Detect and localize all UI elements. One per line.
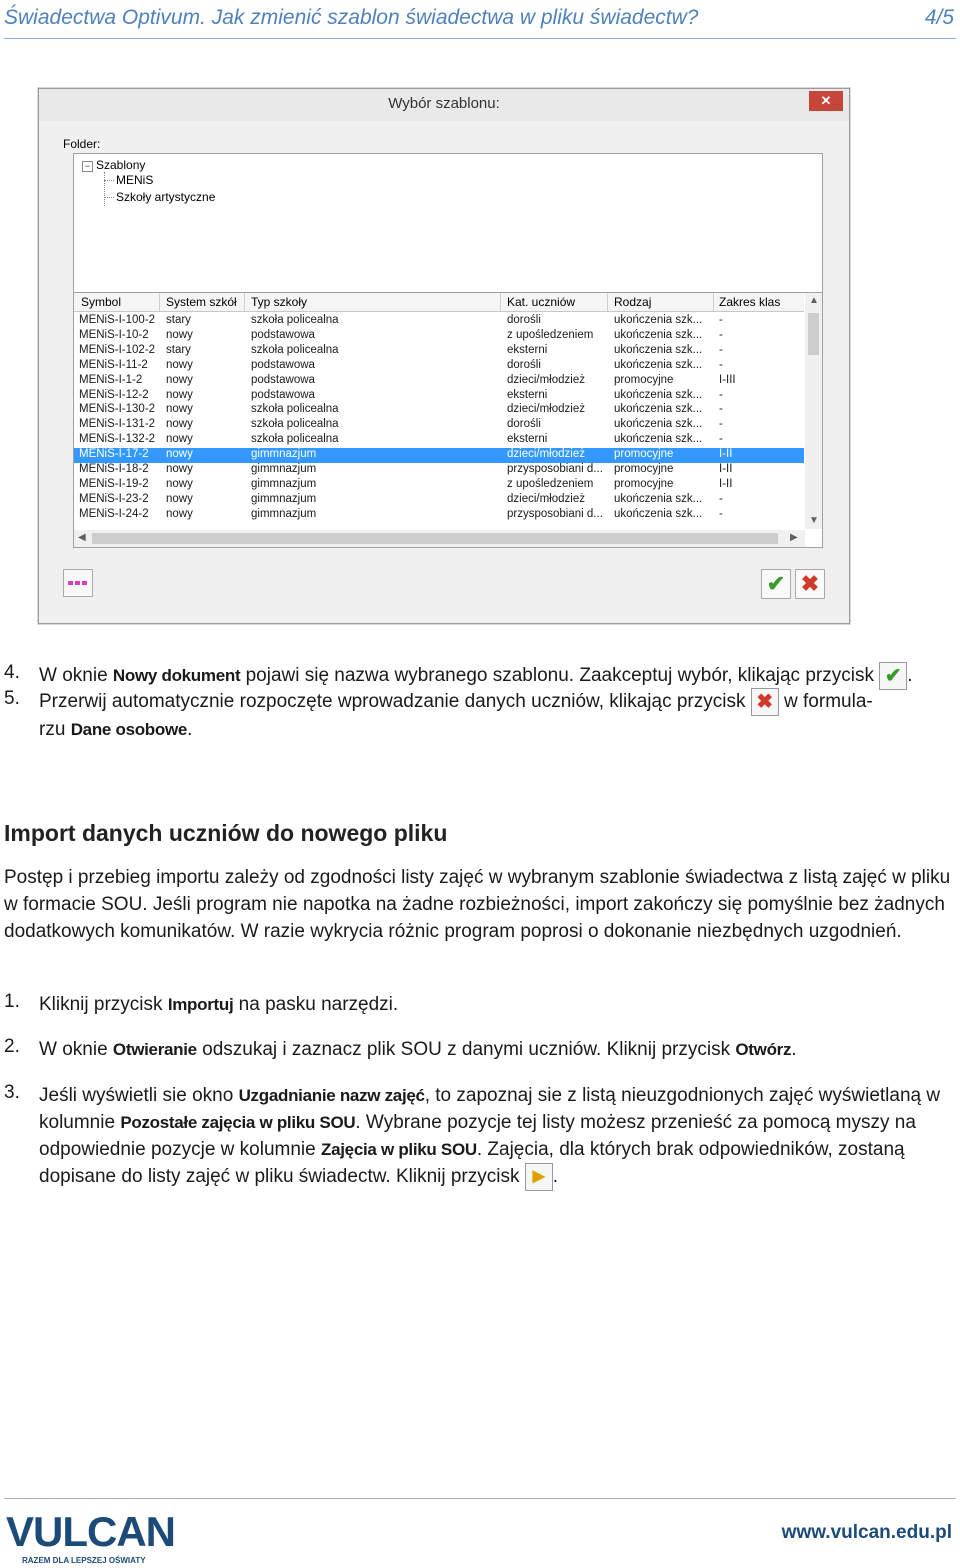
table-cell: MENiS-I-12-2 xyxy=(79,388,149,401)
table-cell: ukończenia szk... xyxy=(614,343,703,356)
table-cell: podstawowa xyxy=(251,328,315,341)
table-cell: dzieci/młodzież xyxy=(507,492,585,505)
step-number: 5. xyxy=(4,688,20,709)
table-cell: ukończenia szk... xyxy=(614,388,703,401)
table-row[interactable] xyxy=(74,389,804,404)
dialog-title: Wybór szablonu: xyxy=(388,95,500,112)
table-cell: ukończenia szk... xyxy=(614,507,703,520)
bold-term: Nowy dokument xyxy=(112,666,241,686)
table-cell: MENiS-I-11-2 xyxy=(79,358,148,371)
table-cell: promocyjne xyxy=(614,448,674,461)
table-cell: nowy xyxy=(166,418,193,431)
templates-table[interactable] xyxy=(73,292,823,548)
table-cell: ukończenia szk... xyxy=(614,418,703,431)
table-cell: nowy xyxy=(166,358,193,371)
table-cell: nowy xyxy=(166,328,193,341)
step-number: 4. xyxy=(4,662,20,683)
footer-divider xyxy=(4,1498,956,1499)
play-icon: ▶ xyxy=(525,1163,553,1191)
table-cell: - xyxy=(719,314,723,326)
check-icon: ✔ xyxy=(879,662,907,690)
table-cell: MENiS-I-24-2 xyxy=(79,507,149,520)
table-cell: ukończenia szk... xyxy=(614,433,703,446)
table-cell: gimmnazjum xyxy=(251,492,317,505)
bold-term: Uzgadnianie nazw zajęć xyxy=(238,1086,425,1105)
col-symbol[interactable]: Symbol xyxy=(81,295,122,309)
check-icon: ✔ xyxy=(766,571,786,596)
intro-paragraph: Postęp i przebieg importu zależy od zgodności listy zajęć w wybranym szablonie świadectwa z listą zajęć w pliku w formacie SOU. Jeśli program nie napotka na żadne rozbieżności, import zakończy się pomyślnie bez żadnych dodatkowych komunikatów. W razie wykrycia różnic program poprosi o dokonanie niezbędnych uzgodnień. xyxy=(4,867,951,942)
step-4-text: W oknie Nowy dokument pojawi się nazwa wybranego szablonu. Zaakceptuj wybór, klikając przycisk ✔ . xyxy=(39,662,955,690)
table-cell: stary xyxy=(166,314,191,326)
table-cell: dzieci/młodzież xyxy=(507,448,585,461)
table-cell: - xyxy=(719,328,723,341)
col-kind[interactable]: Rodzaj xyxy=(614,295,652,309)
table-cell: - xyxy=(719,358,723,371)
table-cell: I-II xyxy=(719,477,733,490)
table-cell: eksterni xyxy=(507,388,548,401)
table-cell: promocyjne xyxy=(614,373,674,386)
table-cell: przysposobiani d... xyxy=(507,463,603,475)
table-cell: szkoła policealna xyxy=(251,343,339,356)
step-3-text: Jeśli wyświetli sie okno Uzgadnianie nazw zajęć, to zapoznaj sie z listą nieuzgodnionych zajęć wyświetlaną w kolumnie Pozostałe zajęcia w pliku SOU. Wybrane pozycje tej listy możesz przenieść za pomocą myszy na odpowiednie pozycje w kolumnie Zajęcia w pliku SOU. Zajęcia, dla których brak odpowiedników, zostaną dopisane do listy zajęć w pliku świadectw. Kliknij przycisk ▶ . xyxy=(39,1082,955,1191)
table-row[interactable] xyxy=(74,463,804,478)
logo-tagline: RAZEM DLA LEPSZEJ OŚWIATY xyxy=(22,1556,146,1565)
table-cell: ukończenia szk... xyxy=(614,314,703,326)
table-cell: ukończenia szk... xyxy=(614,492,703,505)
table-cell: nowy xyxy=(166,507,193,520)
table-cell: promocyjne xyxy=(614,477,674,490)
table-cell: nowy xyxy=(166,373,193,386)
table-cell: - xyxy=(719,433,723,446)
more-button[interactable] xyxy=(63,569,93,597)
table-row[interactable] xyxy=(74,493,804,508)
table-cell: MENiS-I-19-2 xyxy=(79,477,149,490)
table-cell: ukończenia szk... xyxy=(614,328,703,341)
table-cell: MENiS-I-10-2 xyxy=(79,328,149,341)
hscroll-thumb[interactable] xyxy=(92,533,778,544)
bold-term: Otwórz xyxy=(735,1040,792,1059)
table-cell: szkoła policealna xyxy=(251,403,339,416)
table-cell: gimmnazjum xyxy=(251,448,317,461)
ok-button[interactable] xyxy=(761,569,791,599)
x-icon: ✖ xyxy=(751,688,779,716)
table-cell: nowy xyxy=(166,492,193,505)
col-range[interactable]: Zakres klas xyxy=(719,295,781,309)
table-cell: MENiS-I-132-2 xyxy=(79,433,156,446)
table-cell: - xyxy=(719,403,723,416)
table-row[interactable] xyxy=(74,418,804,433)
table-cell: MENiS-I-18-2 xyxy=(79,463,149,475)
table-cell: - xyxy=(719,507,723,520)
horizontal-scrollbar[interactable] xyxy=(74,530,805,547)
table-cell: MENiS-I-17-2 xyxy=(79,448,149,461)
table-row[interactable] xyxy=(74,478,804,493)
table-cell: przysposobiani d... xyxy=(507,507,603,520)
header-title: Świadectwa Optivum. Jak zmienić szablon świadectwa w pliku świadectw? xyxy=(4,6,699,29)
scroll-thumb[interactable] xyxy=(808,313,819,355)
step-5-text: Przerwij automatycznie rozpoczęte wprowadzanie danych uczniów, klikając przycisk ✖ w formula- rzu Dane osobowe. xyxy=(39,688,955,743)
table-cell: promocyjne xyxy=(614,463,674,475)
table-row[interactable] xyxy=(74,359,804,374)
table-cell: I-II xyxy=(719,448,733,461)
table-cell: MENiS-I-130-2 xyxy=(79,403,156,416)
scroll-up-icon[interactable]: ▲ xyxy=(809,295,819,306)
table-row[interactable] xyxy=(74,448,804,463)
bold-term: Otwieranie xyxy=(112,1040,197,1059)
table-row[interactable] xyxy=(74,314,804,329)
bold-term: Zajęcia w pliku SOU xyxy=(321,1140,477,1159)
footer-url[interactable]: www.vulcan.edu.pl xyxy=(781,1522,952,1543)
table-row[interactable] xyxy=(74,374,804,389)
vulcan-logo: VULCAN xyxy=(6,1508,175,1555)
step-number: 2. xyxy=(4,1036,20,1057)
table-cell: eksterni xyxy=(507,343,548,356)
table-cell: z upośledzeniem xyxy=(507,328,594,341)
table-cell: - xyxy=(719,418,723,431)
table-cell: szkoła policealna xyxy=(251,314,339,326)
table-cell: dorośli xyxy=(507,358,541,371)
bold-term: Importuj xyxy=(167,995,234,1014)
table-cell: dzieci/młodzież xyxy=(507,373,585,386)
col-system[interactable]: System szkół xyxy=(166,295,237,309)
dialog-titlebar xyxy=(39,89,849,121)
close-button[interactable]: ✕ xyxy=(809,91,843,111)
scroll-left-icon[interactable]: ◀ xyxy=(78,532,86,543)
table-cell: nowy xyxy=(166,463,193,475)
table-cell: dzieci/młodzież xyxy=(507,403,585,416)
template-dialog xyxy=(38,88,850,624)
table-row[interactable] xyxy=(74,344,804,359)
table-cell: szkoła policealna xyxy=(251,418,339,431)
table-cell: - xyxy=(719,343,723,356)
table-cell: gimmnazjum xyxy=(251,463,317,475)
table-cell: dorośli xyxy=(507,418,541,431)
step-1-text: Kliknij przycisk Importuj na pasku narzędzi. xyxy=(39,994,399,1015)
table-row[interactable] xyxy=(74,329,804,344)
section-heading: Import danych uczniów do nowego pliku xyxy=(4,820,448,846)
scroll-down-icon[interactable]: ▼ xyxy=(809,515,819,526)
table-cell: MENiS-I-102-2 xyxy=(79,343,156,356)
table-cell: stary xyxy=(166,343,191,356)
table-cell: nowy xyxy=(166,403,193,416)
table-cell: eksterni xyxy=(507,433,548,446)
table-cell: z upośledzeniem xyxy=(507,477,594,490)
table-cell: ukończenia szk... xyxy=(614,358,703,371)
table-cell: MENiS-I-23-2 xyxy=(79,492,149,505)
table-cell: gimmnazjum xyxy=(251,507,317,520)
table-cell: nowy xyxy=(166,477,193,490)
table-cell: - xyxy=(719,492,723,505)
col-type[interactable]: Typ szkoły xyxy=(251,295,308,309)
vertical-scrollbar[interactable] xyxy=(805,293,822,529)
table-cell: podstawowa xyxy=(251,373,315,386)
table-row[interactable] xyxy=(74,508,804,523)
collapse-icon[interactable]: − xyxy=(82,161,93,172)
page-header xyxy=(4,2,956,39)
table-cell: - xyxy=(719,388,723,401)
bold-term: Dane osobowe xyxy=(70,720,188,739)
table-cell: MENiS-I-1-2 xyxy=(79,373,143,386)
table-cell: podstawowa xyxy=(251,358,315,371)
table-cell: podstawowa xyxy=(251,388,315,401)
table-header xyxy=(74,293,804,312)
table-cell: nowy xyxy=(166,388,193,401)
tree-root[interactable]: Szablony xyxy=(96,158,146,172)
step-number: 1. xyxy=(4,991,20,1012)
col-category[interactable]: Kat. uczniów xyxy=(507,295,576,309)
tree-item-artistic[interactable]: Szkoły artystyczne xyxy=(116,190,216,204)
folder-label: Folder: xyxy=(63,137,101,151)
tree-item-menis[interactable]: MENiS xyxy=(116,173,154,187)
table-cell: MENiS-I-100-2 xyxy=(79,314,156,326)
bold-term: Pozostałe zajęcia w pliku SOU xyxy=(120,1113,356,1132)
table-cell: gimmnazjum xyxy=(251,477,317,490)
table-cell: ukończenia szk... xyxy=(614,403,703,416)
table-cell: I-III xyxy=(719,373,736,386)
step-number: 3. xyxy=(4,1082,20,1103)
x-icon: ✖ xyxy=(800,571,820,596)
table-row[interactable] xyxy=(74,433,804,448)
table-row[interactable] xyxy=(74,403,804,418)
table-cell: I-II xyxy=(719,463,733,475)
table-cell: szkoła policealna xyxy=(251,433,339,446)
step-2-text: W oknie Otwieranie odszukaj i zaznacz plik SOU z danymi uczniów. Kliknij przycisk Otwórz. xyxy=(39,1039,797,1060)
table-cell: MENiS-I-131-2 xyxy=(79,418,156,431)
table-cell: nowy xyxy=(166,433,193,446)
page-number: 4/5 xyxy=(924,6,954,29)
cancel-button[interactable] xyxy=(795,569,825,599)
table-cell: dorośli xyxy=(507,314,541,326)
scroll-right-icon[interactable]: ▶ xyxy=(790,532,798,543)
table-cell: nowy xyxy=(166,448,193,461)
